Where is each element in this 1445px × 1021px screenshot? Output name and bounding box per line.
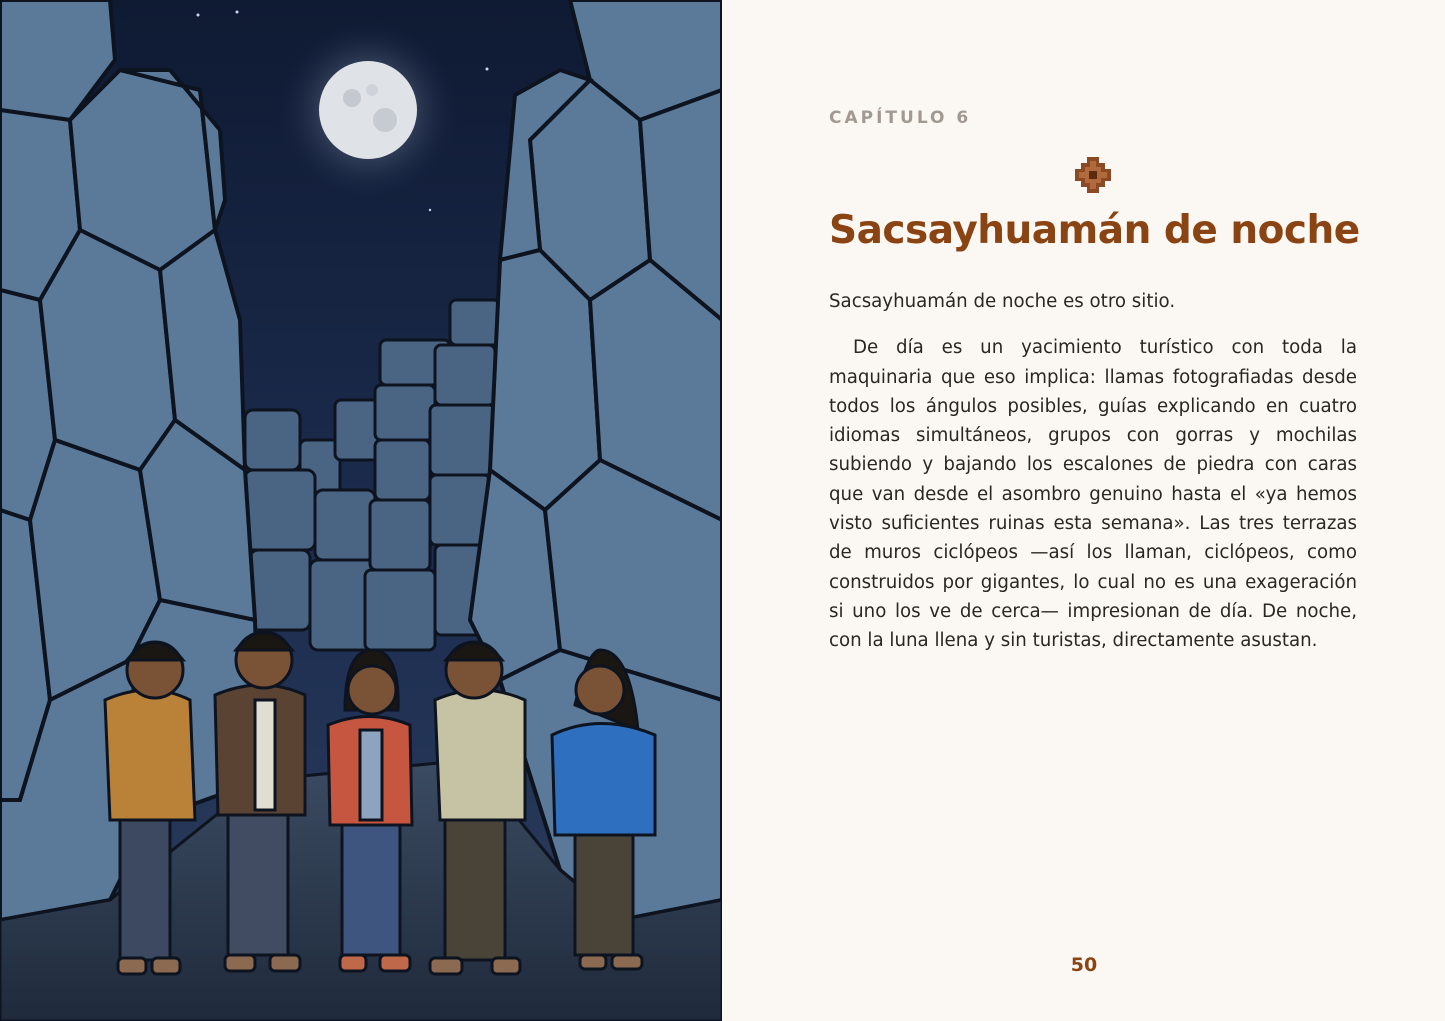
chakana-cross-icon — [1075, 157, 1111, 193]
body-text — [829, 287, 1357, 656]
paragraph: De día es un yacimiento turístico con toda la maquinaria que eso implica: llamas fotografiadas desde todos los ángulos posibles, guías explicando en cuatro idiomas simultáneos, grupos con gorras y mochilas subiendo y bajando los escalones de piedra con caras que van desde el asombro genuino hasta el «ya hemos visto suficientes ruinas esta semana». Las tres terrazas de muros ciclópeos —así los llaman, ciclópeos, como construidos por gigantes, lo cual no es una exageración si uno los ve de cerca— impresionan de día. De noche, con la luna llena y sin turistas, directamente asustan. — [829, 337, 1357, 652]
night-ruins-illustration — [0, 0, 722, 1021]
page-number: 50 — [1070, 954, 1098, 976]
chapter-title: Sacsayhuamán de noche — [829, 208, 1360, 253]
illustration-page — [0, 0, 722, 1021]
moon — [319, 61, 417, 159]
chapter-label: CAPÍTULO 6 — [829, 108, 972, 128]
paragraph: Sacsayhuamán de noche es otro sitio. — [829, 291, 1176, 312]
